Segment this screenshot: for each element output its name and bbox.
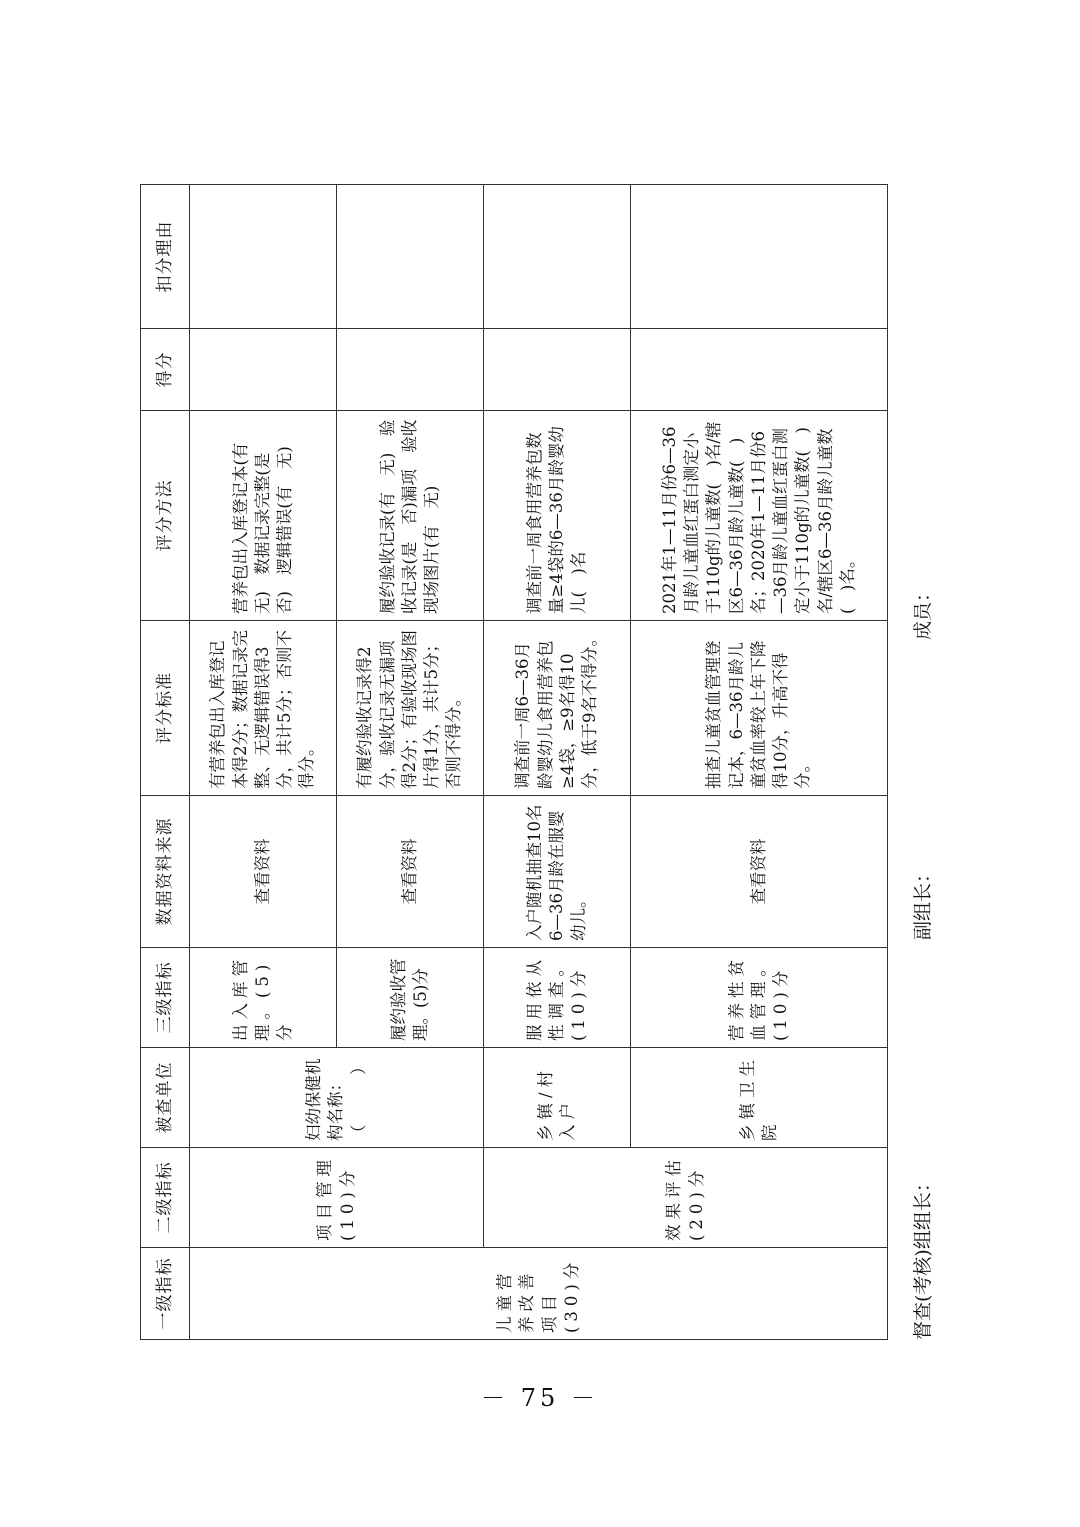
level2-cell: 项目管理(10)分 <box>190 1148 484 1248</box>
signature-line <box>908 185 948 1340</box>
header-level2: 二级指标 <box>141 1148 190 1248</box>
header-level1: 一级指标 <box>141 1248 190 1340</box>
unit-cell: 乡镇/村入户 <box>484 1048 631 1148</box>
score-cell[interactable] <box>631 329 888 411</box>
score-cell[interactable] <box>337 329 484 411</box>
header-reason: 扣分理由 <box>141 185 190 329</box>
source-cell: 查看资料 <box>337 796 484 948</box>
level2-cell: 效果评估(20)分 <box>484 1148 888 1248</box>
member-signature-label: 成员： <box>912 582 934 640</box>
level3-cell: 出入库管理。(5)分 <box>190 948 337 1048</box>
header-unit: 被查单位 <box>141 1048 190 1148</box>
reason-cell[interactable] <box>631 185 888 329</box>
score-cell[interactable] <box>484 329 631 411</box>
rotated-landscape-content <box>140 185 940 1340</box>
header-score: 得分 <box>141 329 190 411</box>
source-cell: 入户随机抽查10名6—36月龄在服婴幼儿。 <box>484 796 631 948</box>
level1-cell: 儿童营养改善项目(30)分 <box>190 1248 888 1340</box>
reason-cell[interactable] <box>337 185 484 329</box>
leader-signature-label: 督查(考核)组组长： <box>912 1173 934 1340</box>
table-header-row <box>141 185 190 1340</box>
unit-cell: 妇幼保健机构名称：（ ） <box>190 1048 484 1148</box>
header-standard: 评分标准 <box>141 621 190 796</box>
source-cell: 查看资料 <box>190 796 337 948</box>
reason-cell[interactable] <box>190 185 337 329</box>
header-level3: 三级指标 <box>141 948 190 1048</box>
standard-cell: 有营养包出入库登记本得2分；数据记录完整、无逻辑错误得3分，共计5分；否则不得分。 <box>190 621 337 796</box>
table-row <box>484 185 631 1340</box>
header-method: 评分方法 <box>141 411 190 621</box>
method-cell: 2021年1—11月份6—36月龄儿童血红蛋白测定小于110g的儿童数( )名/辖区6—36月龄儿童数( )名；2020年1—11月份6—36月龄儿童血红蛋白测定小于110g的儿童数( )名/辖区6—36月龄儿童数( )名。 <box>631 411 888 621</box>
standard-cell: 调查前一周6—36月龄婴幼儿食用营养包≥4袋，≥9名得10分，低于9名不得分。 <box>484 621 631 796</box>
page-number: － 75 － <box>481 1384 599 1412</box>
method-cell: 营养包出入库登记本(有 无) 数据记录完整(是 否) 逻辑错误(有 无) <box>190 411 337 621</box>
unit-cell: 乡镇卫生院 <box>631 1048 888 1148</box>
method-cell: 调查前一周食用营养包数量≥4袋的6—36月龄婴幼儿( )名 <box>484 411 631 621</box>
table-row <box>190 185 337 1340</box>
standard-cell: 抽查儿童贫血管理登记本，6—36月龄儿童贫血率较上年下降得10分，升高不得分。 <box>631 621 888 796</box>
level3-cell: 营养性贫血管理。(10)分 <box>631 948 888 1048</box>
level3-cell: 履约验收管理。(5)分 <box>337 948 484 1048</box>
evaluation-table <box>140 184 888 1340</box>
header-source: 数据资料来源 <box>141 796 190 948</box>
score-cell[interactable] <box>190 329 337 411</box>
reason-cell[interactable] <box>484 185 631 329</box>
source-cell: 查看资料 <box>631 796 888 948</box>
level3-cell: 服用依从性调查。(10)分 <box>484 948 631 1048</box>
standard-cell: 有履约验收记录得2分，验收记录无漏项得2分；有验收现场图片得1分，共计5分；否则不得分。 <box>337 621 484 796</box>
deputy-signature-label: 副组长： <box>912 863 934 940</box>
method-cell: 履约验收记录(有 无) 验收记录(是 否)漏项 验收现场图片(有 无) <box>337 411 484 621</box>
